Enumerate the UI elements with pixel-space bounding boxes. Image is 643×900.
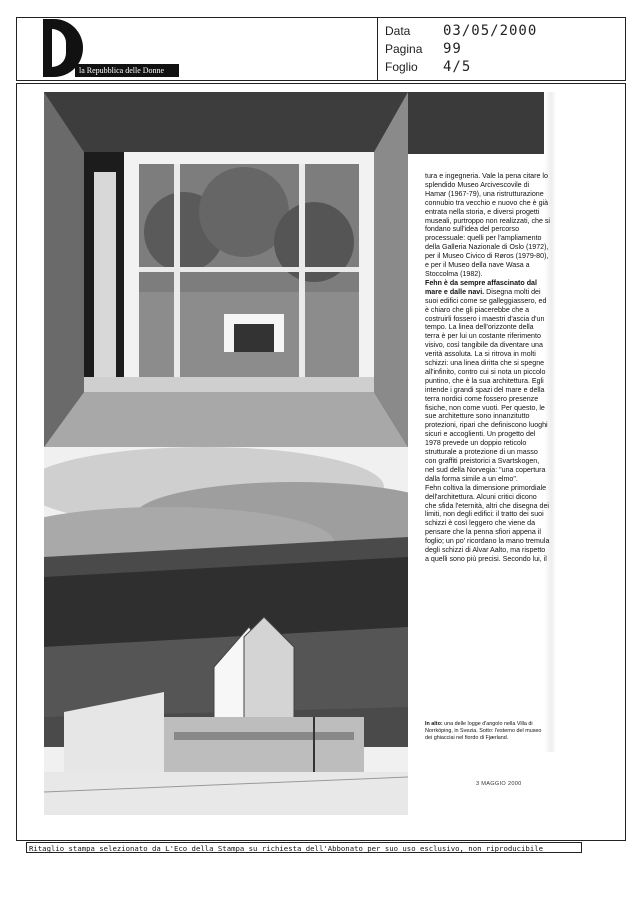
logo-text: la Repubblica delle Donne: [75, 64, 179, 77]
meta-value: 99: [443, 41, 462, 57]
meta-label: Data: [385, 24, 411, 38]
museum-photo: [44, 447, 408, 815]
meta-label: Foglio: [385, 60, 418, 74]
meta-label: Pagina: [385, 42, 423, 56]
meta-row-foglio: [385, 58, 615, 76]
bold-lead: Fehn è da sempre affascinato dal mare e dalle navi.: [425, 278, 537, 296]
meta-row-data: [385, 22, 615, 40]
article-paragraph-lead: [425, 279, 550, 484]
publication-date: 3 MAGGIO 2000: [476, 781, 522, 787]
logo-area: [17, 18, 378, 80]
clipping-meta: [385, 22, 615, 76]
clipping-header: [16, 17, 626, 81]
article-paragraph: tura e ingegneria. Vale la pena citare lo splendido Museo Arcivescovile di Hamar (1967-79), una ristrutturazione connubio tra vecchio e nuovo che è già entrata nella storia, e diversi progetti museali, purtroppo non realizzati, che si fondano sull'idea del percorso processuale: quelli per l'ampliamento della Galleria Nazionale di Oslo (1972), per il Museo Civico di Røros (1979-80), e per il Museo della nave Wasa a Stoccolma (1982).: [425, 172, 550, 278]
article-body: [425, 172, 550, 564]
article-paragraph: Fehn coltiva la dimensione primordiale dell'architettura. Alcuni critici dicono che sfida l'eternità, altri che disegna dei limiti, non degli edifici: il tratto dei suoi schizzi è così leggero che viene da pensare che la penna sfiori appena il foglio; un po' ricordano la mano tremula degli schizzi di Alvar Aalto, ma rispetto a quelli sono più precisi. Secondo lui, il: [425, 483, 550, 563]
caption-lead: In alto:: [425, 721, 443, 727]
caption-text: una delle logge d'angolo nella Villa di Norrköping, in Svezia. Sotto: l'esterno del museo dei ghiacciai nel fiordo di Fjærland.: [425, 721, 542, 741]
loggia-photo: [44, 92, 408, 447]
paragraph-text: Disegna molti dei suoi edifici come se galleggiassero, ed è chiaro che gli piacerebbe che a costruirli fossero i maestri d'ascia d'un tempo. La linea dell'orizzonte della terra è per lui un costante riferimento visivo, così tangibile da diventare una verità assoluta. La si ritrova in molti schizzi: una linea diritta che si spegne all'infinito, contro cui si nota un piccolo puntino, che è la sua architettura. Egli intende i grandi spazi del mare e della terra nordici come fossero presenze fisiche, non come vuoti. Per questo, le sue architetture sono innanzitutto protezioni, ripari che definiscono luoghi sicuri e accoglienti. Un progetto del 1978 prevede un doppio reticolo strutturale a protezione di un masso con graffiti preistorici a Svartskogen, nel sud della Norvegia: "una copertura dalla forma simile a un elmo".: [425, 287, 548, 483]
meta-row-pagina: [385, 40, 615, 58]
clipping-footer: Ritaglio stampa selezionato da L'Eco della Stampa su richiesta dell'Abbonato per suo uso esclusivo, non riproducibile: [26, 842, 582, 853]
meta-value: 03/05/2000: [443, 23, 538, 39]
photo-caption: [425, 721, 550, 742]
meta-value: 4/5: [443, 59, 472, 75]
photo-strip: [408, 92, 556, 154]
